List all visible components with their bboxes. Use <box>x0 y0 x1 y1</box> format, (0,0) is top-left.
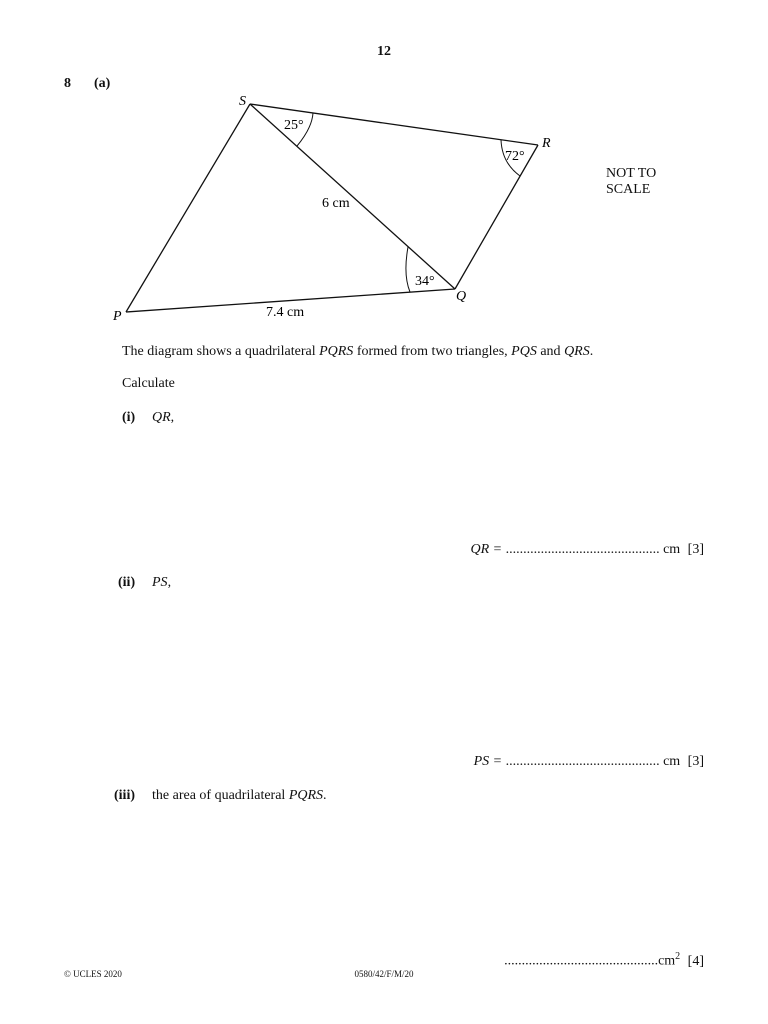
page-number: 12 <box>377 44 391 59</box>
diagonal-SQ <box>250 104 455 289</box>
sub-question-ii-label: (ii) <box>118 575 136 590</box>
sub-question-ii-text: PS, <box>152 575 172 590</box>
question-part: (a) <box>94 76 111 91</box>
vertex-label-Q: Q <box>456 289 467 304</box>
sub-question-iii-label: (iii) <box>114 788 135 803</box>
angle-label-R: 72° <box>505 149 525 164</box>
angle-label-S: 25° <box>284 118 304 133</box>
vertex-label-R: R <box>542 136 551 151</box>
sub-question-iii-text: the area of quadrilateral PQRS. <box>152 788 327 803</box>
question-number: 8 <box>64 76 71 91</box>
sub-question-i-text: QR, <box>152 410 175 425</box>
intro-text: The diagram shows a quadrilateral PQRS formed from two triangles, PQS and QRS. <box>122 344 594 359</box>
vertex-label-P: P <box>113 309 122 324</box>
not-to-scale-line1: NOT TO <box>606 166 657 181</box>
answer-line-ii[interactable]: PS = ............................................ cm [3] <box>473 754 704 769</box>
length-label-PQ: 7.4 cm <box>266 305 305 320</box>
answer-line-i[interactable]: QR = ............................................ cm [3] <box>470 542 704 557</box>
side-PS <box>126 104 250 312</box>
side-RQ <box>455 145 538 289</box>
angle-arc-Q <box>406 247 410 292</box>
calculate-instruction: Calculate <box>122 376 175 391</box>
footer-copyright: © UCLES 2020 <box>64 969 122 979</box>
vertex-label-S: S <box>239 94 246 109</box>
not-to-scale-note <box>606 166 686 198</box>
angle-label-Q: 34° <box>415 274 435 289</box>
footer-paper-code: 0580/42/F/M/20 <box>354 969 414 979</box>
answer-line-iii[interactable]: $............................................cm^2$ [4] <box>504 951 704 969</box>
sub-question-i-label: (i) <box>122 410 136 425</box>
not-to-scale-line2: SCALE <box>606 182 651 197</box>
length-label-SQ: 6 cm <box>322 196 350 211</box>
